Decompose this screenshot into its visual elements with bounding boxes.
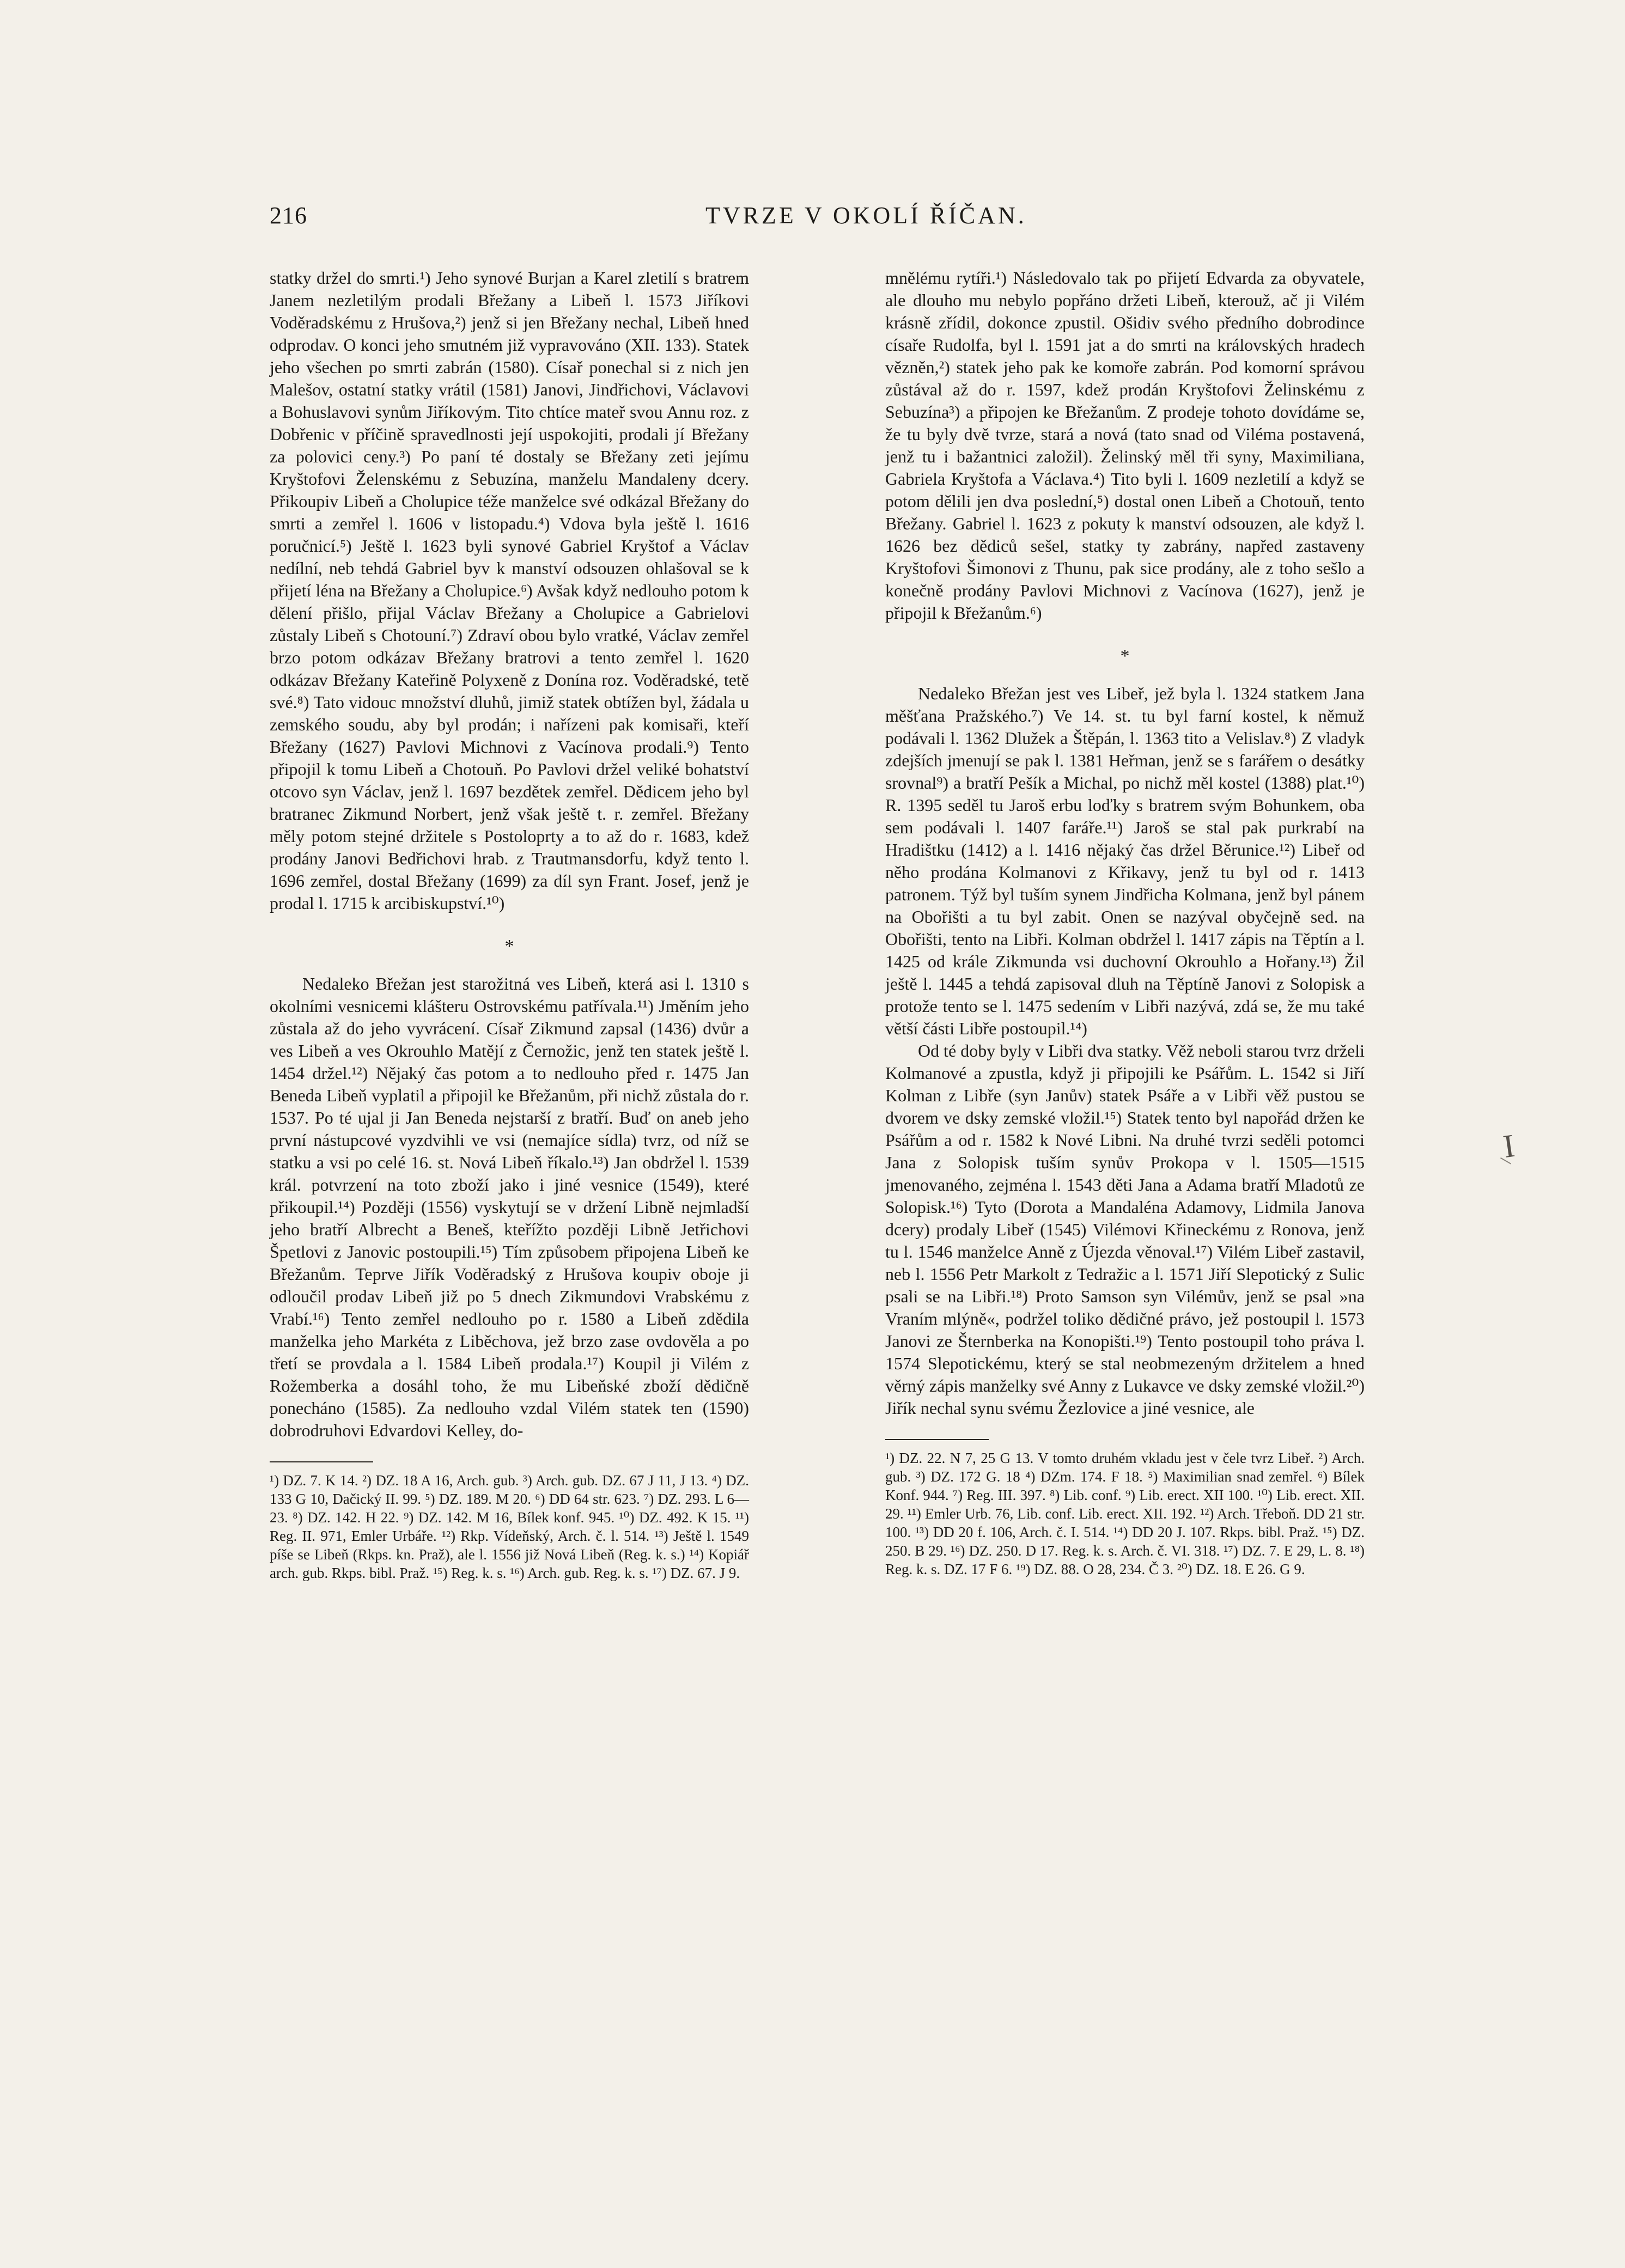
footnote-rule xyxy=(270,1461,373,1462)
left-footnotes: ¹) DZ. 7. K 14. ²) DZ. 18 A 16, Arch. gub. ³) Arch. gub. DZ. 67 J 11, J 13. ⁴) DZ. 133 G 10, Dačický II. 99. ⁵) DZ. 189. M 20. ⁶) DD 64 str. 623. ⁷) DZ. 293. L 6—23. ⁸) DZ. 142. H 22. ⁹) DZ. 142. M 16, Bílek konf. 945. ¹⁰) DZ. 492. K 15. ¹¹) Reg. II. 971, Emler Urbáře. ¹²) Rkp. Vídeňský, Arch. č. l. 514. ¹³) Ještě l. 1549 píše se Libeň (Rkps. kn. Praž), ale l. 1556 již Nová Libeň (Reg. k. s.) ¹⁴) Kopiář arch. gub. Rkps. bibl. Praž. ¹⁵) Reg. k. s. ¹⁶) Arch. gub. Reg. k. s. ¹⁷) DZ. 67. J 9. xyxy=(270,1472,749,1581)
left-paragraph-2: Nedaleko Břežan jest starožitná ves Libeň, která asi l. 1310 s okolními vesnicemi klášteru Ostrovskému patřívala.¹¹) Jměním jeho zůstala až do jeho vyvrácení. Císař Zikmund zapsal (1436) dvůr a ves Libeň a ves Okrouhlo Matějí z Černožic, jenž ten statek ještě l. 1454 držel.¹²) Nějaký čas potom a to nedlouho před r. 1475 Jan Beneda Libeň vyplatil a připojil ke Břežanům, při nichž zůstala do r. 1537. Po té ujal ji Jan Beneda nejstarší z bratří. Buď on aneb jeho první nástupcové vyzdvihli ve vsi (nemajíce sídla) tvrz, od níž se statku a vsi po celé 16. st. Nová Libeň říkalo.¹³) Jan obdržel l. 1539 král. potvrzení na toto zboží jako i jiné vesnice (1549), které přikoupil.¹⁴) Později (1556) vyskytují se v držení Libně nejmladší jeho bratří Albrecht a Beneš, kteřížto později Libně Jetřichovi Špetlovi z Janovic postoupili.¹⁵) Tím způsobem připojena Libeň ke Břežanům. Teprve Jiřík Voděradský z Hrušova koupiv oboje ji odloučil prodav Libeň již po 5 dnech Zikmundovi Vrabskému z Vrabí.¹⁶) Tento zemřel nedlouho po r. 1580 a Libeň zdědila manželka jeho Markéta z Liběchova, jež brzo zase ovdověla a po třetí se provdala a l. 1584 Libeň prodala.¹⁷) Koupil ji Vilém z Rožemberka a dosáhl toho, že mu Libeňské zboží dědičně ponecháno (1585). Za nedlouho vzdal Vilém statek ten (1590) dobrodruhovi Edvardovi Kelley, do- xyxy=(270,974,749,1440)
left-paragraph-1: statky držel do smrti.¹) Jeho synové Burjan a Karel zletilí s bratrem Janem nezletilým prodali Břežany a Libeň l. 1573 Jiříkovi Voděradskému z Hrušova,²) jenž si jen Břežany nechal, Libeň hned odprodav. O konci jeho smutném již vypravováno (XII. 133). Statek jeho všechen po smrti zabrán (1580). Císař ponechal si z nich jen Malešov, ostatní statky vrátil (1581) Janovi, Jindřichovi, Václavovi a Bohuslavovi synům Jiříkovým. Tito chtíce mateř svou Annu roz. z Dobřenic v příčině spravedlnosti její uspokojiti, prodali jí Břežany za polovici ceny.³) Po paní té dostaly se Břežany zeti jejímu Kryštofovi Želenskému z Sebuzína, manželu Mandaleny dcery. Přikoupiv Libeň a Cholupice téže manželce své odkázal Břežany do smrti a zemřel l. 1606 v listopadu.⁴) Vdova byla ještě l. 1616 poručnicí.⁵) Ještě l. 1623 byli synové Gabriel Kryštof a Václav nedílní, neb tehdá Gabriel byv k manství odsouzen ohlašoval se k přijetí léna na Břežany a Cholupice.⁶) Avšak když nedlouho potom k dělení přišlo, přijal Václav Břežany a Cholupice a Gabrielovi zůstaly Libeň s Chotouní.⁷) Zdraví obou bylo vratké, Václav zemřel brzo potom odkázav Břežany bratrovi a tento zemřel l. 1620 odkázav Břežany Kateřině Polyxeně z Donína roz. Voděradské, tetě své.⁸) Tato vidouc množství dluhů, jimiž statek obtížen byl, žádala u zemského soudu, aby byl prodán; i nařízeni pak komisaři, kteří Břežany (1627) Pavlovi Michnovi z Vacínova prodali.⁹) Tento připojil k tomu Libeň a Chotouň. Po Pavlovi držel veliké bohatství otcovo syn Václav, jenž l. 1697 bezdětek zemřel. Dědicem jeho byl bratranec Zikmund Norbert, jenž však ještě t. r. zemřel. Břežany měly potom stejné držitele s Postoloprty a to až do r. 1683, kdež prodány Janovi Bedřichovi hrab. z Trautmansdorfu, když tento l. 1696 zemřel, dostal Břežany (1699) za díl syn Frant. Josef, jenž je prodal l. 1715 k arcibiskupství.¹⁰) xyxy=(270,268,749,913)
running-title: TVRZE V OKOLÍ ŘÍČAN. xyxy=(705,202,1027,229)
left-column xyxy=(270,267,749,1582)
footnote-rule xyxy=(885,1439,989,1440)
right-footnotes: ¹) DZ. 22. N 7, 25 G 13. V tomto druhém vkladu jest v čele tvrz Libeř. ²) Arch. gub. ³) DZ. 172 G. 18 ⁴) DZm. 174. F 18. ⁵) Maximilian snad zemřel. ⁶) Bílek Konf. 944. ⁷) Reg. III. 397. ⁸) Lib. conf. ⁹) Lib. erect. XII 100. ¹⁰) Lib. erect. XII. 29. ¹¹) Emler Urb. 76, Lib. conf. Lib. erect. XII. 192. ¹²) Arch. Třeboň. DD 21 str. 100. ¹³) DD 20 f. 106, Arch. č. I. 514. ¹⁴) DD 20 J. 107. Rkps. bibl. Praž. ¹⁵) DZ. 250. B 29. ¹⁶) DZ. 250. D 17. Reg. k. s. Arch. č. VI. 318. ¹⁷) DZ. 7. E 29, L. 8. ¹⁸) Reg. k. s. DZ. 17 F 6. ¹⁹) DZ. 88. O 28, 234. Č 3. ²⁰) DZ. 18. E 26. G 9. xyxy=(885,1450,1365,1577)
right-paragraph-2: Nedaleko Břežan jest ves Libeř, jež byla l. 1324 statkem Jana měšťana Pražského.⁷) Ve 14. st. tu byl farní kostel, k němuž podávali l. 1362 Dlužek a Štěpán, l. 1363 tito a Velislav.⁸) Z vladyk zdejších jmenují se pak l. 1381 Heřman, jenž se s farářem o desátky srovnal⁹) a bratří Pešík a Michal, po nichž měl kostel (1388) plat.¹⁰) R. 1395 seděl tu Jaroš erbu loďky s bratrem svým Bohunkem, oba sem podávali l. 1407 faráře.¹¹) Jaroš se stal pak purkrabí na Hradištku (1412) a l. 1416 nějaký čas držel Běrunice.¹²) Libeř od něho prodána Kolmanovi z Křikavy, jenž tu byl od r. 1413 patronem. Týž byl tuším synem Jindřicha Kolmana, jenž byl pánem na Obořišti a tu byl zabit. Onen se nazýval obyčejně sed. na Obořišti, tento na Libři. Kolman obdržel l. 1417 zápis na Těptín a l. 1425 od krále Zikmunda vsi duchovní Okrouhlo a Hořany.¹³) Žil ještě l. 1445 a tehdá zapisoval dluh na Těptíně Janovi z Solopisk a protože tento se l. 1475 sedením v Libři nazývá, zdá se, že mu také větší části Libře postoupil.¹⁴) xyxy=(885,684,1365,1038)
right-paragraph-1: mnělému rytíři.¹) Následovalo tak po přijetí Edvarda za obyvatele, ale dlouho mu nebylo popřáno držeti Libeň, kterouž, ač ji Vilém krásně zřídil, dokonce zpustil. Ošidiv svého předního dobrodince císaře Rudolfa, byl l. 1591 jat a do smrti na královských hradech vězněn,²) statek jeho pak ke komoře zabrán. Pod komorní správou zůstával až do r. 1597, kdež prodán Kryštofovi Želinskému z Sebuzína³) a připojen ke Břežanům. Z prodeje tohoto dovídáme se, že tu byly dvě tvrze, stará a nová (tato snad od Viléma postavená, jenž tu i bažantnici založil). Želinský měl tři syny, Maximiliana, Gabriela Kryštofa a Václava.⁴) Tito byli l. 1609 nezletilí a když se potom dělili jen dva poslední,⁵) dostal onen Libeň a Chotouň, tento Břežany. Gabriel l. 1623 z pokuty k manství odsouzen, ale když l. 1626 bez dědiců sešel, statky ty zabrány, napřed zastaveny Kryštofovi Šimonovi z Thunu, pak sice prodány, ale z toho sešlo a konečně prodány Pavlovi Michnovi z Vacínova (1627), jenž je připojil k Břežanům.⁶) xyxy=(885,268,1365,623)
section-separator: * xyxy=(1120,646,1130,666)
section-separator: * xyxy=(504,936,514,956)
page-header xyxy=(270,202,1348,240)
right-column xyxy=(885,267,1365,1578)
right-paragraph-3: Od té doby byly v Libři dva statky. Věž neboli starou tvrz drželi Kolmanové a zpustla, když ji připojili ke Psářům. L. 1542 si Jiří Kolman z Libře (syn Janův) statek Psáře a v Libři věž pustou se dvorem ve dsky zemské vložil.¹⁵) Statek tento byl napořád držen ke Psářům a od r. 1582 k Nové Libni. Na druhé tvrzi seděli potomci Jana z Solopisk tuším synův Prokopa v l. 1505—1515 jmenovaného, zejména l. 1543 děti Jana a Adama bratří Mladotů ze Solopisk.¹⁶) Tyto (Dorota a Mandaléna Adamovy, Lidmila Janova dcery) prodaly Libeř (1545) Vilémovi Křineckému z Ronova, jenž tu l. 1546 manželce Anně z Újezda věnoval.¹⁷) Vilém Libeř zastavil, neb l. 1556 Petr Markolt z Tedražic a l. 1571 Jiří Slepotický z Sulic psali se na Libři.¹⁸) Proto Samson syn Vilémův, jenž se psal »na Vraním mlýně«, podržel toliko dědičné právo, jež postoupil l. 1573 Janovi ze Šternberka na Konopišti.¹⁹) Tento postoupil toho práva l. 1574 Slepotickému, který se stal neobmezeným držitelem a hned věrný zápis manželky své Anny z Lukavce ve dsky zemské vložil.²⁰) Jiřík nechal synu svému Žezlovice a jiné vesnice, ale xyxy=(885,1041,1365,1418)
margin-annotation: I xyxy=(1501,1127,1517,1165)
page-number: 216 xyxy=(270,202,307,229)
